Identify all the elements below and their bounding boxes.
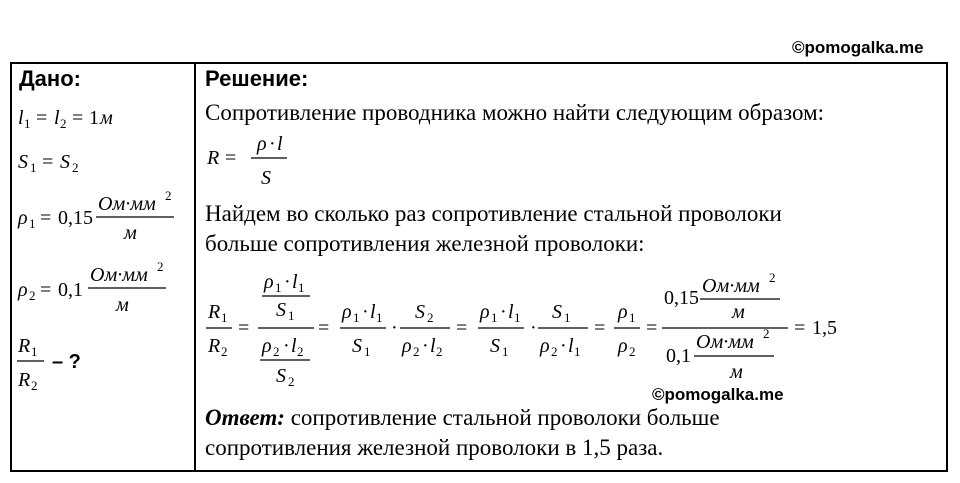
svg-text:Ом·мм: Ом·мм <box>90 264 148 286</box>
svg-text:·: · <box>283 335 290 357</box>
svg-text:=: = <box>646 317 658 339</box>
svg-text:1: 1 <box>31 344 38 359</box>
step-line-1: Найдем во сколько раз сопротивление стальной проволоки <box>205 201 782 226</box>
svg-text:1: 1 <box>221 310 228 325</box>
svg-text:=: = <box>594 317 606 339</box>
svg-text:=: = <box>40 279 52 301</box>
svg-text:2: 2 <box>165 188 172 203</box>
svg-text:Ом·мм: Ом·мм <box>98 193 156 215</box>
answer-text-1: сопротивление стальной проволоки больше <box>290 405 720 430</box>
answer-label: Ответ: <box>205 405 285 430</box>
svg-text:=: = <box>794 317 806 339</box>
svg-text:м: м <box>100 107 113 129</box>
svg-text:R: R <box>208 335 221 357</box>
svg-text:м: м <box>116 294 129 316</box>
column-divider <box>194 62 196 472</box>
svg-text:2: 2 <box>551 344 558 359</box>
given-length <box>18 107 113 131</box>
svg-text:l: l <box>292 271 298 293</box>
svg-text:S: S <box>276 299 286 321</box>
watermark-inline: ©pomogalka.me <box>652 385 784 404</box>
svg-text:1: 1 <box>353 310 360 325</box>
svg-text:Ом·мм: Ом·мм <box>702 275 760 297</box>
svg-text:1: 1 <box>24 116 31 131</box>
svg-text:2: 2 <box>297 344 304 359</box>
svg-text:ρ: ρ <box>18 207 28 229</box>
given-formulas <box>14 96 192 406</box>
svg-text:·: · <box>284 271 291 293</box>
svg-text:S: S <box>552 301 562 323</box>
svg-text:l: l <box>277 133 283 155</box>
svg-text:2: 2 <box>31 378 38 393</box>
svg-text:2: 2 <box>29 288 36 303</box>
svg-text:=: = <box>318 317 330 339</box>
solution-heading: Решение: <box>205 66 309 91</box>
svg-text:1: 1 <box>364 344 371 359</box>
svg-text:1: 1 <box>502 344 509 359</box>
svg-text:м: м <box>732 301 745 323</box>
resistance-formula <box>205 130 305 192</box>
svg-text:2: 2 <box>769 270 776 285</box>
svg-text:2: 2 <box>221 344 228 359</box>
svg-text:0,1: 0,1 <box>58 279 83 301</box>
svg-text:0,15: 0,15 <box>664 287 699 309</box>
svg-text:ρ: ρ <box>264 271 274 293</box>
given-unknown <box>17 335 81 393</box>
watermark-top: ©pomogalka.me <box>792 38 924 57</box>
svg-text:1: 1 <box>29 216 36 231</box>
svg-text:2: 2 <box>413 344 420 359</box>
svg-text:2: 2 <box>273 344 280 359</box>
svg-text:1: 1 <box>275 280 282 295</box>
svg-text:2: 2 <box>763 326 770 341</box>
svg-text:2: 2 <box>157 259 164 274</box>
svg-text:·: · <box>560 335 567 357</box>
solution-intro: Сопротивление проводника можно найти следующим образом: <box>205 100 825 125</box>
svg-text:ρ: ρ <box>540 335 550 357</box>
svg-text:l: l <box>54 107 60 129</box>
answer-line-1 <box>205 405 720 431</box>
svg-text:S: S <box>490 335 500 357</box>
svg-text:S: S <box>60 151 70 173</box>
svg-text:1: 1 <box>514 310 521 325</box>
given-heading: Дано: <box>19 66 81 91</box>
svg-text:=: = <box>225 147 237 169</box>
svg-text:·: · <box>422 335 429 357</box>
svg-text:1: 1 <box>298 280 305 295</box>
given-rho1 <box>17 188 174 244</box>
svg-text:ρ: ρ <box>618 335 628 357</box>
svg-text:S: S <box>276 365 286 387</box>
svg-text:l: l <box>430 335 436 357</box>
svg-text:м: м <box>124 222 137 244</box>
svg-text:2: 2 <box>72 160 79 175</box>
svg-text:ρ: ρ <box>480 301 490 323</box>
svg-text:1: 1 <box>30 160 37 175</box>
svg-text:2: 2 <box>629 344 636 359</box>
svg-text:S: S <box>18 151 28 173</box>
svg-text:Ом·мм: Ом·мм <box>696 331 754 353</box>
svg-text:м: м <box>730 361 743 383</box>
main-equation <box>200 270 850 388</box>
svg-text:l: l <box>370 301 376 323</box>
svg-text:l: l <box>508 301 514 323</box>
given-area <box>18 151 79 175</box>
svg-text:R: R <box>207 147 220 169</box>
svg-text:0,15: 0,15 <box>58 207 93 229</box>
svg-text:l: l <box>18 107 24 129</box>
svg-text:ρ: ρ <box>342 301 352 323</box>
svg-text:·: · <box>500 301 507 323</box>
svg-text:1,5: 1,5 <box>812 317 837 339</box>
svg-text:2: 2 <box>60 116 67 131</box>
svg-text:=: = <box>456 317 468 339</box>
svg-text:– ?: – ? <box>52 351 81 373</box>
svg-text:·: · <box>362 301 369 323</box>
svg-text:ρ: ρ <box>257 133 267 155</box>
svg-text:2: 2 <box>427 310 434 325</box>
svg-text:0,1: 0,1 <box>666 345 691 367</box>
svg-text:ρ: ρ <box>262 335 272 357</box>
svg-text:=: = <box>238 317 250 339</box>
given-rho2 <box>17 259 166 316</box>
svg-text:R: R <box>18 369 31 391</box>
answer-line-2: сопротивления железной проволоки в 1,5 раза. <box>205 435 664 460</box>
svg-text:1: 1 <box>288 308 295 323</box>
svg-text:=: = <box>40 207 52 229</box>
svg-text:2: 2 <box>288 374 295 388</box>
svg-text:1: 1 <box>491 310 498 325</box>
svg-text:2: 2 <box>436 344 443 359</box>
svg-text:1: 1 <box>574 344 581 359</box>
svg-text:R: R <box>18 335 31 357</box>
svg-text:·: · <box>269 133 276 155</box>
svg-text:1: 1 <box>629 310 636 325</box>
svg-text:1: 1 <box>89 107 99 129</box>
svg-text:R: R <box>208 301 221 323</box>
svg-text:l: l <box>568 335 574 357</box>
svg-text:l: l <box>291 335 297 357</box>
svg-text:S: S <box>415 301 425 323</box>
svg-text:ρ: ρ <box>402 335 412 357</box>
svg-text:=: = <box>72 107 84 129</box>
svg-text:1: 1 <box>376 310 383 325</box>
svg-text:=: = <box>36 107 48 129</box>
svg-text:S: S <box>261 167 271 189</box>
svg-text:ρ: ρ <box>618 301 628 323</box>
svg-text:S: S <box>352 335 362 357</box>
step-line-2: больше сопротивления железной проволоки: <box>205 231 645 256</box>
svg-text:1: 1 <box>564 310 571 325</box>
svg-text:·: · <box>391 317 398 339</box>
svg-text:·: · <box>530 317 537 339</box>
svg-text:=: = <box>42 151 54 173</box>
svg-text:ρ: ρ <box>18 279 28 301</box>
